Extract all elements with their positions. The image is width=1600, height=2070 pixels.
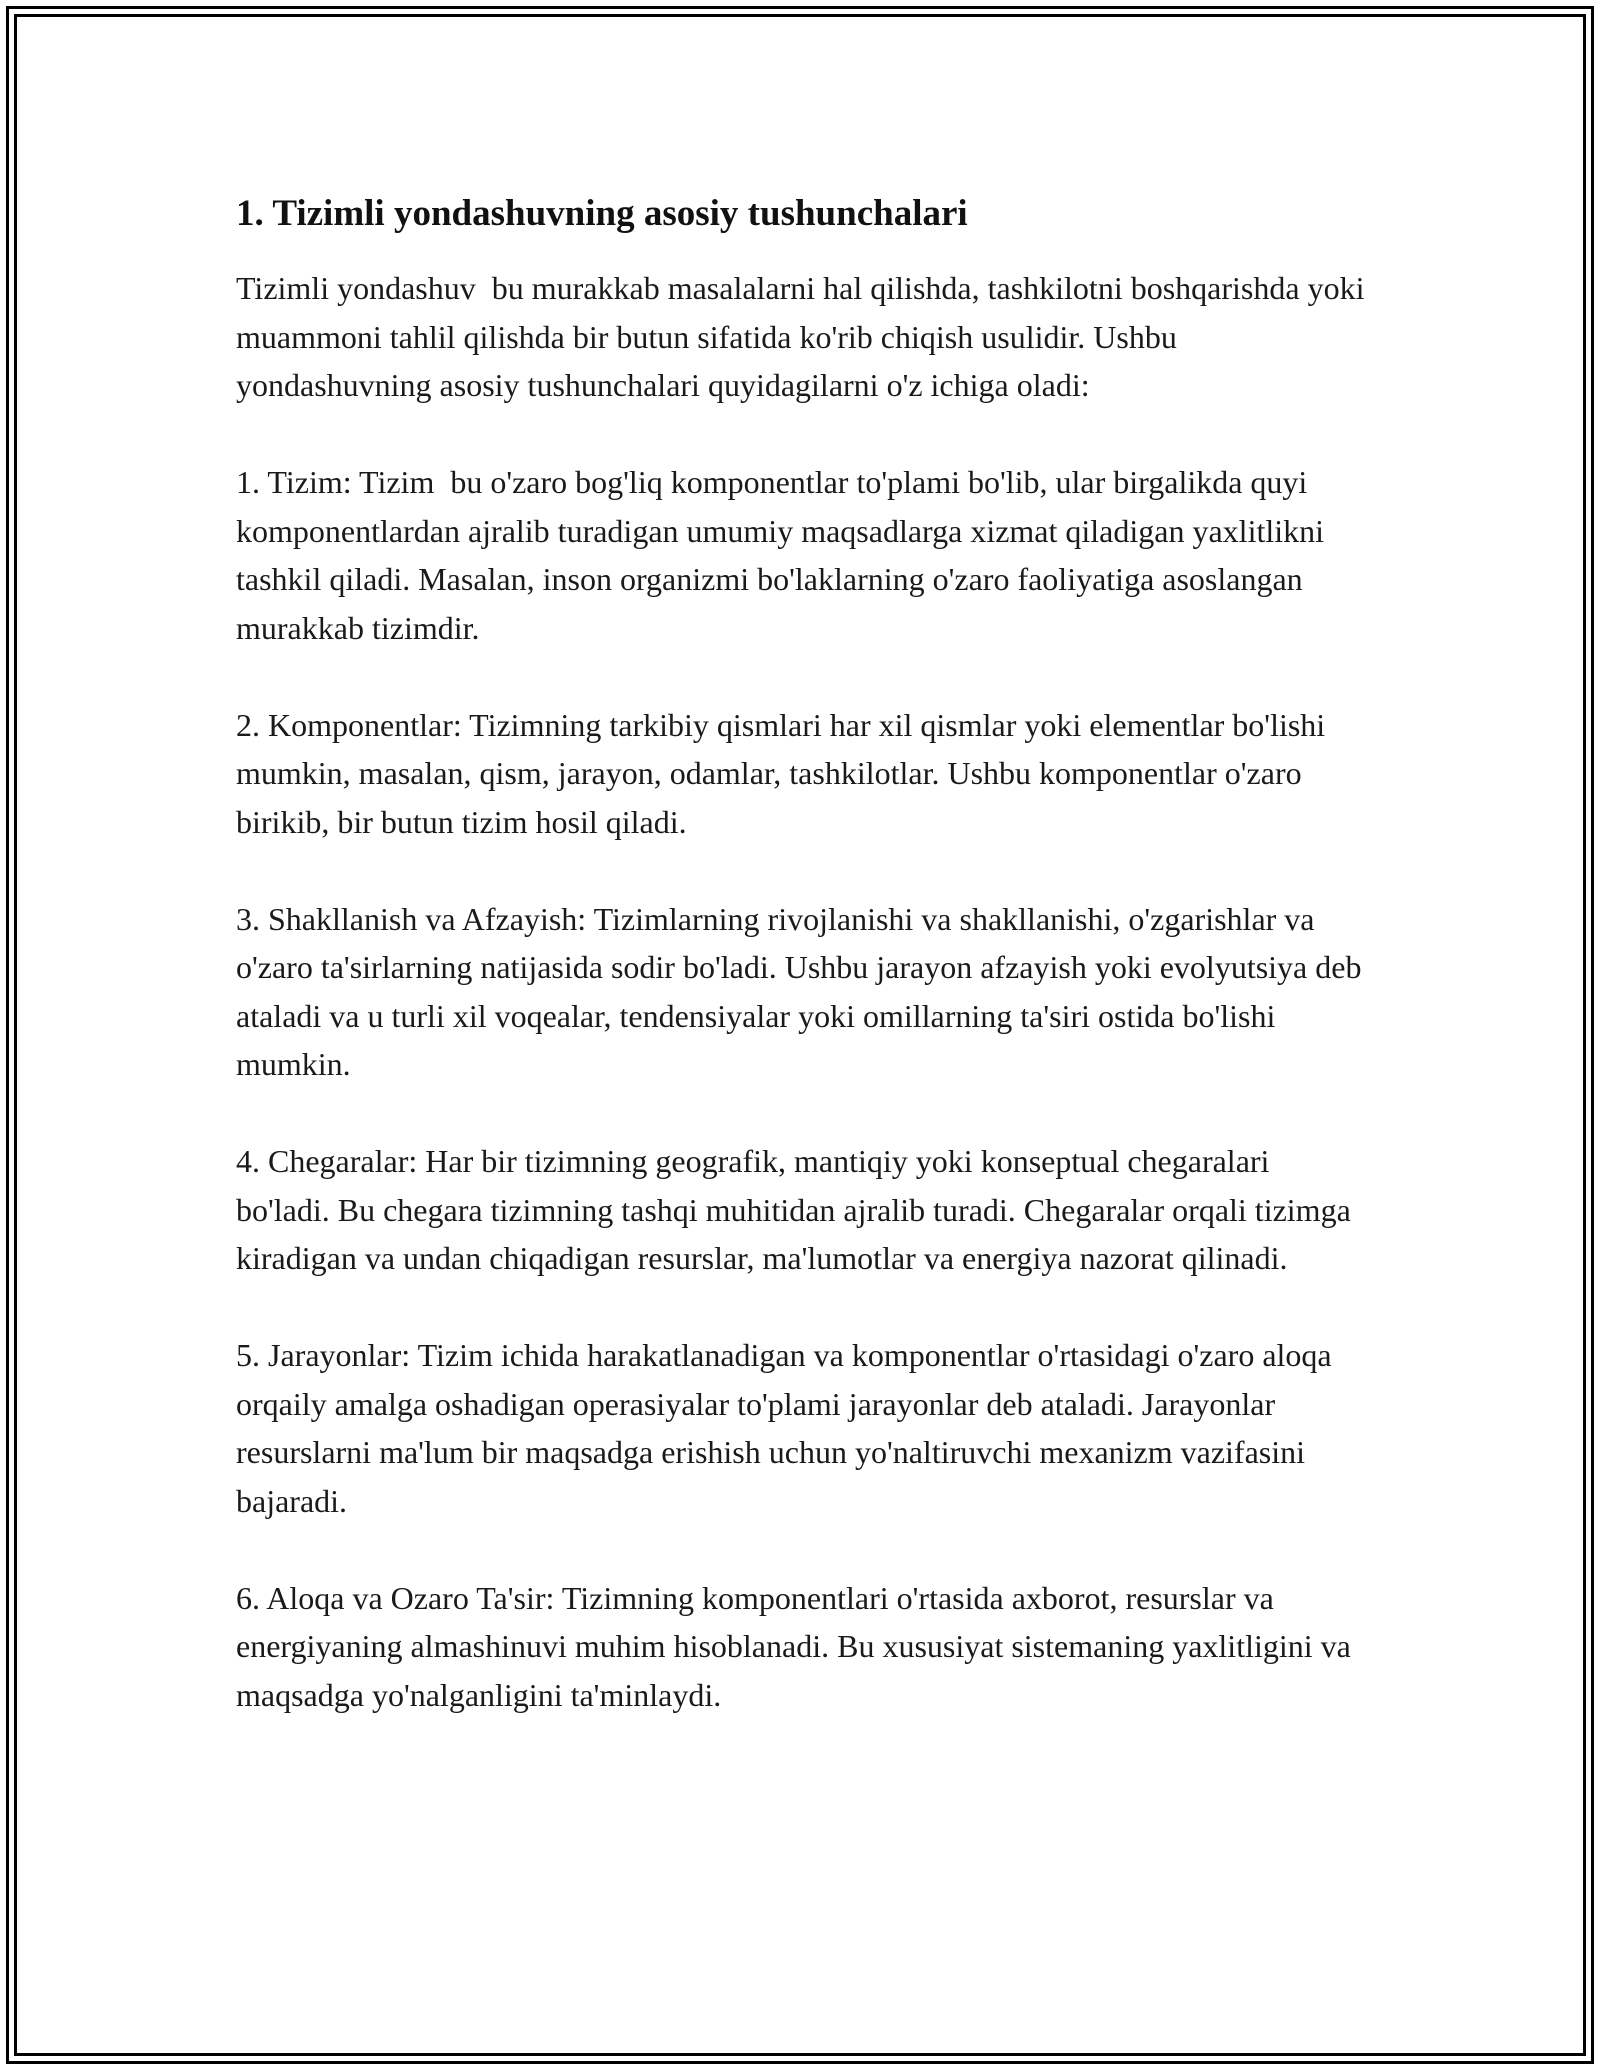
intro-paragraph: Tizimli yondashuv bu murakkab masalalarni hal qilishda, tashkilotni boshqarishda yoki muammoni tahlil qilishda bir butun sifatida ko'rib chiqish usulidir. Ushbu yondashuvning asosiy tushunchalari quyidagilarni o'z ichiga oladi: (236, 270, 1373, 403)
paragraph-jarayonlar: 5. Jarayonlar: Tizim ichida harakatlanadigan va komponentlar o'rtasidagi o'zaro aloqa orqaily amalga oshadigan operasiyalar to'plami jarayonlar deb ataladi. Jarayonlar resurslarni ma'lum bir maqsadga erishish uchun yo'naltiruvchi mexanizm vazifasini bajaradi. (236, 1337, 1340, 1519)
paragraph-shakllanish: 3. Shakllanish va Afzayish: Tizimlarning rivojlanishi va shakllanishi, o'zgarishlar va o'zaro ta'sirlarning natijasida sodir bo'ladi. Ushbu jarayon afzayish yoki evolyutsiya deb ataladi va u turli xil voqealar, tendensiyalar yoki omillarning ta'siri ostida bo'lishi mumkin. (236, 900, 1370, 1082)
section-heading: 1. Tizimli yondashuvning asosiy tushunchalari (236, 193, 968, 234)
document-body (236, 186, 1373, 1768)
paragraph-komponentlar: 2. Komponentlar: Tizimning tarkibiy qismlari har xil qismlar yoki elementlar bo'lishi mumkin, masalan, qism, jarayon, odamlar, tashkilotlar. Ushbu komponentlar o'zaro birikib, bir butun tizim hosil qiladi. (236, 706, 1334, 840)
paragraph-aloqa: 6. Aloqa va Ozaro Ta'sir: Tizimning komponentlari o'rtasida axborot, resurslar va energiyaning almashinuvi muhim hisoblanadi. Bu xususiyat sistemaning yaxlitligini va maqsadga yo'nalganligini ta'minlaydi. (236, 1579, 1359, 1713)
paragraph-tizim: 1. Tizim: Tizim bu o'zaro bog'liq komponentlar to'plami bo'lib, ular birgalikda quyi komponentlardan ajralib turadigan umumiy maqsadlarga xizmat qiladigan yaxlitlikni tashkil qiladi. Masalan, inson organizmi bo'laklarning o'zaro faoliyatiga asoslangan murakkab tizimdir. (236, 464, 1333, 646)
paragraph-chegaralar: 4. Chegaralar: Har bir tizimning geografik, mantiqiy yoki konseptual chegaralari bo'ladi. Bu chegara tizimning tashqi muhitidan ajralib turadi. Chegaralar orqali tizimga kiradigan va undan chiqadigan resurslar, ma'lumotlar va energiya nazorat qilinadi. (236, 1143, 1359, 1276)
